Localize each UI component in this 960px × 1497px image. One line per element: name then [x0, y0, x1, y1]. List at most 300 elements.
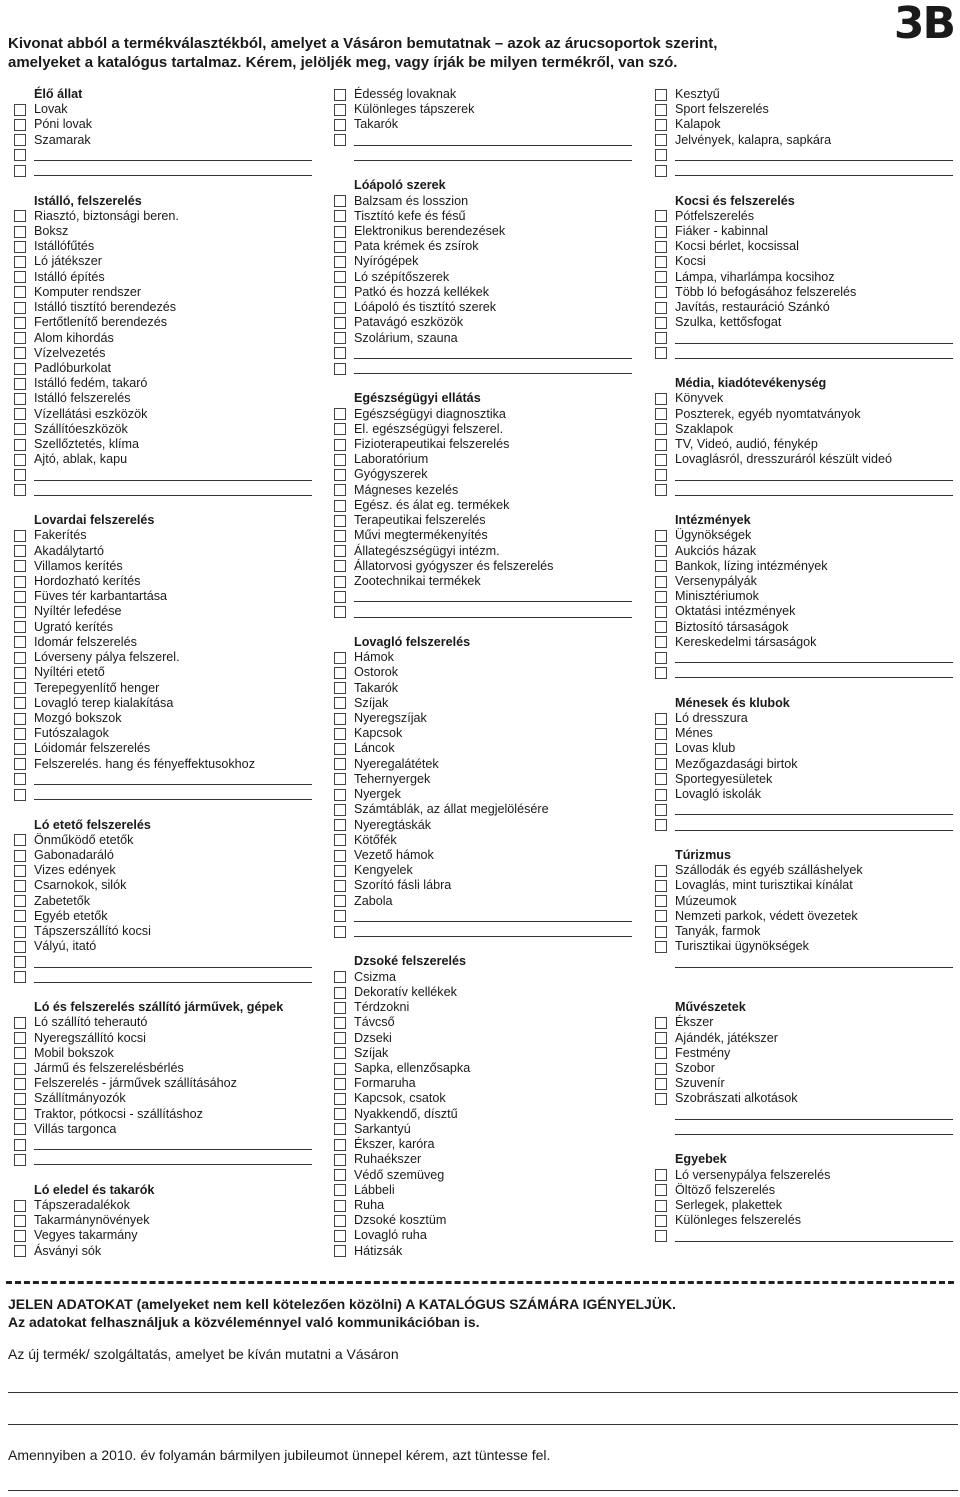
- checkbox[interactable]: [14, 378, 26, 390]
- write-in-row: [655, 467, 953, 482]
- checkbox[interactable]: [14, 1017, 26, 1029]
- category-heading: [14, 194, 312, 209]
- checkbox[interactable]: [334, 1093, 346, 1105]
- category-heading-text: Média, kiadótevékenység: [675, 376, 827, 391]
- checkbox[interactable]: [655, 439, 667, 451]
- checkbox[interactable]: [655, 1063, 667, 1075]
- checklist-item-label: Oktatási intézmények: [675, 604, 796, 619]
- new-product-answer-line-1[interactable]: [8, 1392, 958, 1393]
- checkbox[interactable]: [14, 119, 26, 131]
- checkbox[interactable]: [655, 393, 667, 405]
- checkbox[interactable]: [334, 1078, 346, 1090]
- checkbox[interactable]: [14, 667, 26, 679]
- checkbox[interactable]: [655, 606, 667, 618]
- checkbox[interactable]: [334, 1047, 346, 1059]
- checklist-item-label: Láncok: [354, 741, 395, 756]
- checklist-item-label: Formaruha: [354, 1076, 416, 1091]
- checklist-item-label: Ostorok: [354, 665, 399, 680]
- checkbox[interactable]: [655, 865, 667, 877]
- write-in-line[interactable]: [34, 150, 312, 161]
- cut-line-divider: [6, 1269, 954, 1284]
- checkbox[interactable]: [334, 606, 346, 618]
- write-in-line[interactable]: [675, 820, 953, 831]
- checkbox[interactable]: [655, 454, 667, 466]
- checkbox[interactable]: [655, 89, 667, 101]
- category-heading-text: Intézmények: [675, 513, 751, 528]
- checklist-item-label: Takarmánynövények: [34, 1213, 150, 1228]
- checklist-item-label: Lóidomár felszerelés: [34, 741, 151, 756]
- checkbox[interactable]: [14, 1230, 26, 1242]
- checkbox[interactable]: [14, 1108, 26, 1120]
- checklist-item-label: Zootechnikai termékek: [354, 574, 481, 588]
- checkbox[interactable]: [655, 1184, 667, 1196]
- checkbox[interactable]: [655, 210, 667, 222]
- write-in-line[interactable]: [34, 789, 312, 800]
- checkbox[interactable]: [655, 652, 667, 664]
- checkbox[interactable]: [334, 1108, 346, 1120]
- checklist-item: [14, 1031, 312, 1046]
- checkbox[interactable]: [334, 1002, 346, 1014]
- checkbox[interactable]: [14, 484, 26, 496]
- checkbox[interactable]: [655, 134, 667, 146]
- checkbox[interactable]: [334, 865, 346, 877]
- checkbox[interactable]: [14, 134, 26, 146]
- checkbox[interactable]: [334, 439, 346, 451]
- checkbox[interactable]: [334, 530, 346, 542]
- checklist-item-label: Mágneses kezelés: [354, 482, 459, 497]
- checkbox[interactable]: [655, 408, 667, 420]
- checklist-item-label: Balzsam és losszion: [354, 193, 469, 208]
- checkbox[interactable]: [655, 1200, 667, 1212]
- checkbox[interactable]: [655, 758, 667, 770]
- checklist-item-label: El. egészségügyi felszerel.: [354, 421, 504, 436]
- write-in-line[interactable]: [354, 363, 632, 374]
- checkbox[interactable]: [655, 910, 667, 922]
- checkbox[interactable]: [334, 423, 346, 435]
- checklist-item: [334, 270, 632, 285]
- write-in-line[interactable]: [34, 470, 312, 481]
- checkbox[interactable]: [14, 1215, 26, 1227]
- checkbox[interactable]: [334, 1063, 346, 1075]
- checkbox[interactable]: [655, 926, 667, 938]
- checklist-item-label: Tápszerszállító kocsi: [34, 924, 151, 939]
- checklist-item: [655, 909, 953, 924]
- checkbox[interactable]: [14, 713, 26, 725]
- checkbox[interactable]: [334, 1184, 346, 1196]
- checkbox[interactable]: [334, 697, 346, 709]
- checkbox[interactable]: [14, 576, 26, 588]
- checkbox[interactable]: [334, 408, 346, 420]
- checklist-item: [334, 331, 632, 346]
- checkbox[interactable]: [334, 895, 346, 907]
- checkbox[interactable]: [334, 1154, 346, 1166]
- checkbox[interactable]: [334, 515, 346, 527]
- write-in-line[interactable]: [675, 1124, 953, 1135]
- checkbox[interactable]: [334, 834, 346, 846]
- checkbox[interactable]: [334, 804, 346, 816]
- checkbox[interactable]: [14, 758, 26, 770]
- checkbox[interactable]: [334, 1017, 346, 1029]
- checkbox[interactable]: [334, 667, 346, 679]
- checkbox[interactable]: [14, 332, 26, 344]
- checklist-item-label: Ruhaékszer: [354, 1152, 422, 1167]
- checkbox[interactable]: [334, 210, 346, 222]
- form-instructions: [8, 34, 888, 72]
- checkbox[interactable]: [655, 104, 667, 116]
- checklist-item: [334, 1046, 632, 1061]
- checklist-item: [14, 1046, 312, 1061]
- checklist-item-label: Vízelvezetés: [34, 345, 106, 360]
- checkbox[interactable]: [14, 1154, 26, 1166]
- checkbox[interactable]: [334, 1032, 346, 1044]
- write-in-line[interactable]: [34, 972, 312, 983]
- checkbox[interactable]: [14, 363, 26, 375]
- checkbox[interactable]: [14, 1245, 26, 1257]
- checkbox[interactable]: [334, 363, 346, 375]
- checkbox[interactable]: [655, 1169, 667, 1181]
- checkbox[interactable]: [655, 636, 667, 648]
- checklist-item: [14, 254, 312, 269]
- checklist-item-label: Kocsi: [675, 254, 706, 269]
- checklist-item: [655, 1061, 953, 1076]
- checklist-item: [334, 772, 632, 787]
- write-in-line[interactable]: [34, 774, 312, 785]
- checkbox[interactable]: [334, 271, 346, 283]
- checkbox[interactable]: [14, 682, 26, 694]
- checklist-item: [14, 741, 312, 756]
- checkbox[interactable]: [14, 560, 26, 572]
- checkbox[interactable]: [334, 1245, 346, 1257]
- write-in-line[interactable]: [675, 957, 953, 968]
- checklist-item: [334, 1061, 632, 1076]
- checkbox[interactable]: [655, 728, 667, 740]
- checklist-item: [14, 924, 312, 939]
- checkbox[interactable]: [14, 606, 26, 618]
- checkbox[interactable]: [14, 743, 26, 755]
- write-in-line[interactable]: [354, 607, 632, 618]
- checkbox[interactable]: [334, 743, 346, 755]
- checkbox[interactable]: [334, 1215, 346, 1227]
- write-in-line[interactable]: [354, 135, 632, 146]
- checkbox[interactable]: [334, 910, 346, 922]
- checklist-item-label: Védő szemüveg: [354, 1167, 445, 1182]
- checklist-item: [14, 239, 312, 254]
- checkbox[interactable]: [655, 789, 667, 801]
- write-in-line[interactable]: [675, 348, 953, 359]
- checkbox[interactable]: [334, 1169, 346, 1181]
- checkbox[interactable]: [14, 971, 26, 983]
- checkbox[interactable]: [14, 1078, 26, 1090]
- checkbox[interactable]: [334, 104, 346, 116]
- checkbox[interactable]: [14, 149, 26, 161]
- checkbox[interactable]: [655, 667, 667, 679]
- checklist-item-label: Fiáker - kabinnal: [675, 223, 769, 238]
- checkbox[interactable]: [14, 469, 26, 481]
- checkbox[interactable]: [334, 819, 346, 831]
- checkbox[interactable]: [334, 119, 346, 131]
- write-in-line[interactable]: [675, 1231, 953, 1242]
- checkbox[interactable]: [14, 545, 26, 557]
- checklist-item: [334, 559, 632, 574]
- checklist-item-label: TV, Videó, audió, fénykép: [675, 437, 818, 452]
- checklist-item-label: Komputer rendszer: [34, 284, 142, 299]
- checkbox[interactable]: [655, 1078, 667, 1090]
- checklist-item: [334, 513, 632, 528]
- checkbox[interactable]: [655, 1032, 667, 1044]
- checkbox[interactable]: [14, 895, 26, 907]
- checkbox[interactable]: [334, 332, 346, 344]
- checkbox[interactable]: [334, 682, 346, 694]
- checkbox[interactable]: [14, 850, 26, 862]
- checkbox[interactable]: [655, 713, 667, 725]
- checkbox[interactable]: [655, 804, 667, 816]
- checkbox[interactable]: [14, 956, 26, 968]
- checklist-item-label: Nyeregtáskák: [354, 817, 431, 832]
- checkbox[interactable]: [14, 347, 26, 359]
- checkbox[interactable]: [334, 1200, 346, 1212]
- write-in-line[interactable]: [675, 804, 953, 815]
- checkbox[interactable]: [334, 987, 346, 999]
- checkbox[interactable]: [14, 1032, 26, 1044]
- checkbox[interactable]: [655, 621, 667, 633]
- checkbox[interactable]: [655, 576, 667, 588]
- checkbox[interactable]: [334, 317, 346, 329]
- checkbox[interactable]: [334, 545, 346, 557]
- checkbox[interactable]: [655, 423, 667, 435]
- checkbox[interactable]: [334, 454, 346, 466]
- checkbox[interactable]: [14, 210, 26, 222]
- instructions-line-2: amelyeket a katalógus tartalmaz. Kérem, jelöljék meg, vagy írják be milyen termékről, van szó.: [8, 54, 678, 71]
- checklist-item-label: Lovaglásról, dresszuráról készült videó: [675, 452, 892, 467]
- checkbox[interactable]: [655, 895, 667, 907]
- checkbox[interactable]: [655, 119, 667, 131]
- checkbox[interactable]: [334, 256, 346, 268]
- write-in-row: [334, 909, 632, 924]
- category-column-2: [334, 87, 632, 1259]
- checkbox[interactable]: [655, 591, 667, 603]
- jubilee-answer-line[interactable]: [8, 1490, 958, 1491]
- write-in-line[interactable]: [354, 591, 632, 602]
- checkbox[interactable]: [334, 652, 346, 664]
- checkbox[interactable]: [14, 728, 26, 740]
- write-in-line[interactable]: [675, 652, 953, 663]
- write-in-line[interactable]: [354, 926, 632, 937]
- checkbox[interactable]: [14, 1063, 26, 1075]
- checkbox[interactable]: [14, 439, 26, 451]
- checkbox[interactable]: [334, 591, 346, 603]
- checkbox[interactable]: [334, 1123, 346, 1135]
- category-heading: [14, 818, 312, 833]
- checkbox[interactable]: [14, 241, 26, 253]
- checkbox[interactable]: [334, 728, 346, 740]
- checkbox[interactable]: [655, 1017, 667, 1029]
- checklist-item: [14, 711, 312, 726]
- checkbox[interactable]: [14, 1047, 26, 1059]
- checkbox[interactable]: [334, 773, 346, 785]
- checkbox[interactable]: [334, 560, 346, 572]
- write-in-line[interactable]: [675, 470, 953, 481]
- checkbox[interactable]: [14, 652, 26, 664]
- write-in-line[interactable]: [354, 348, 632, 359]
- write-in-line[interactable]: [354, 911, 632, 922]
- checkbox[interactable]: [14, 926, 26, 938]
- checklist-item: [14, 589, 312, 604]
- checklist-item-label: Minisztériumok: [675, 589, 759, 604]
- checklist-item: [655, 1031, 953, 1046]
- checkbox[interactable]: [14, 591, 26, 603]
- checkbox[interactable]: [334, 713, 346, 725]
- checkbox[interactable]: [14, 789, 26, 801]
- checkbox[interactable]: [334, 880, 346, 892]
- checklist-item-label: Távcső: [354, 1015, 395, 1030]
- write-in-row: [655, 954, 953, 969]
- category-heading: [334, 954, 632, 969]
- checklist-item-label: Hátizsák: [354, 1243, 403, 1258]
- category-heading: [655, 848, 953, 863]
- checkbox[interactable]: [14, 423, 26, 435]
- checkbox[interactable]: [655, 545, 667, 557]
- write-in-line[interactable]: [354, 150, 632, 161]
- checkbox[interactable]: [655, 819, 667, 831]
- checkbox[interactable]: [14, 941, 26, 953]
- write-in-line[interactable]: [675, 333, 953, 344]
- write-in-line[interactable]: [675, 165, 953, 176]
- checkbox[interactable]: [334, 195, 346, 207]
- checkbox[interactable]: [655, 256, 667, 268]
- checklist-item-label: Felszerelés. hang és fényeffektusokhoz: [34, 756, 255, 771]
- write-in-line[interactable]: [675, 1109, 953, 1120]
- checkbox[interactable]: [655, 241, 667, 253]
- checkbox[interactable]: [334, 500, 346, 512]
- checklist-item-label: Sarkantyú: [354, 1121, 411, 1136]
- checkbox[interactable]: [334, 850, 346, 862]
- checkbox[interactable]: [14, 286, 26, 298]
- checkbox[interactable]: [334, 484, 346, 496]
- checkbox[interactable]: [655, 484, 667, 496]
- checkbox[interactable]: [14, 165, 26, 177]
- checkbox[interactable]: [14, 834, 26, 846]
- checkbox[interactable]: [14, 621, 26, 633]
- checklist-item: [334, 1137, 632, 1152]
- checkbox[interactable]: [655, 743, 667, 755]
- checkbox[interactable]: [655, 530, 667, 542]
- write-in-line[interactable]: [34, 1139, 312, 1150]
- checkbox[interactable]: [14, 697, 26, 709]
- checklist-item-label: Térdzokni: [354, 1000, 410, 1015]
- checkbox[interactable]: [14, 454, 26, 466]
- checklist-item-label: Festmény: [675, 1045, 731, 1060]
- checklist-item-label: Lovagló ruha: [354, 1228, 427, 1243]
- checklist-item-label: Fizioterapeutikai felszerelés: [354, 437, 510, 452]
- checkbox[interactable]: [334, 576, 346, 588]
- checkbox[interactable]: [655, 1230, 667, 1242]
- checkbox[interactable]: [14, 773, 26, 785]
- checklist-item: [334, 239, 632, 254]
- checklist-item-label: Tisztító kefe és fésű: [354, 208, 466, 223]
- checkbox[interactable]: [334, 1139, 346, 1151]
- checkbox[interactable]: [14, 1200, 26, 1212]
- write-in-row: [14, 483, 312, 498]
- checkbox[interactable]: [655, 1047, 667, 1059]
- checkbox[interactable]: [334, 134, 346, 146]
- checkbox[interactable]: [334, 286, 346, 298]
- write-in-line[interactable]: [675, 485, 953, 496]
- checklist-item-label: Lábbeli: [354, 1182, 395, 1197]
- write-in-row: [14, 772, 312, 787]
- checkbox[interactable]: [14, 865, 26, 877]
- checklist-item: [334, 741, 632, 756]
- checkbox[interactable]: [334, 226, 346, 238]
- checkbox[interactable]: [334, 347, 346, 359]
- checkbox[interactable]: [334, 241, 346, 253]
- write-in-line[interactable]: [34, 165, 312, 176]
- checkbox[interactable]: [655, 1215, 667, 1227]
- checklist-item-label: Szíjak: [354, 1045, 389, 1060]
- checkbox[interactable]: [14, 636, 26, 648]
- checklist-item: [655, 437, 953, 452]
- checkbox[interactable]: [334, 971, 346, 983]
- checkbox[interactable]: [655, 302, 667, 314]
- checkbox[interactable]: [14, 880, 26, 892]
- checkbox[interactable]: [334, 789, 346, 801]
- checkbox[interactable]: [655, 469, 667, 481]
- checkbox[interactable]: [14, 1123, 26, 1135]
- checkbox[interactable]: [14, 256, 26, 268]
- checkbox[interactable]: [14, 1093, 26, 1105]
- checkbox[interactable]: [14, 317, 26, 329]
- checkbox[interactable]: [14, 408, 26, 420]
- write-in-line[interactable]: [34, 957, 312, 968]
- write-in-line[interactable]: [34, 1154, 312, 1165]
- checkbox[interactable]: [334, 469, 346, 481]
- checkbox[interactable]: [655, 317, 667, 329]
- checkbox[interactable]: [334, 926, 346, 938]
- checkbox[interactable]: [14, 393, 26, 405]
- checkbox[interactable]: [655, 286, 667, 298]
- checkbox[interactable]: [14, 271, 26, 283]
- checklist-item-label: Öltöző felszerelés: [675, 1182, 776, 1197]
- write-in-row: [655, 346, 953, 361]
- checkbox[interactable]: [655, 1093, 667, 1105]
- checklist-item-label: Szamarak: [34, 132, 91, 147]
- new-product-answer-line-2[interactable]: [8, 1424, 958, 1425]
- checkbox[interactable]: [655, 149, 667, 161]
- write-in-line[interactable]: [675, 150, 953, 161]
- checkbox[interactable]: [14, 226, 26, 238]
- checkbox[interactable]: [334, 758, 346, 770]
- checkbox[interactable]: [334, 302, 346, 314]
- checkbox[interactable]: [14, 104, 26, 116]
- checkbox[interactable]: [14, 530, 26, 542]
- checkbox[interactable]: [655, 332, 667, 344]
- checkbox[interactable]: [655, 880, 667, 892]
- checkbox[interactable]: [14, 910, 26, 922]
- write-in-line[interactable]: [675, 667, 953, 678]
- checkbox[interactable]: [655, 347, 667, 359]
- checkbox[interactable]: [655, 773, 667, 785]
- checkbox[interactable]: [14, 1139, 26, 1151]
- checkbox[interactable]: [655, 560, 667, 572]
- checkbox[interactable]: [655, 941, 667, 953]
- checkbox[interactable]: [14, 302, 26, 314]
- write-in-line[interactable]: [34, 485, 312, 496]
- checkbox[interactable]: [655, 271, 667, 283]
- checkbox[interactable]: [655, 226, 667, 238]
- checkbox[interactable]: [655, 165, 667, 177]
- write-in-row: [14, 1137, 312, 1152]
- checkbox[interactable]: [334, 89, 346, 101]
- checkbox[interactable]: [334, 1230, 346, 1242]
